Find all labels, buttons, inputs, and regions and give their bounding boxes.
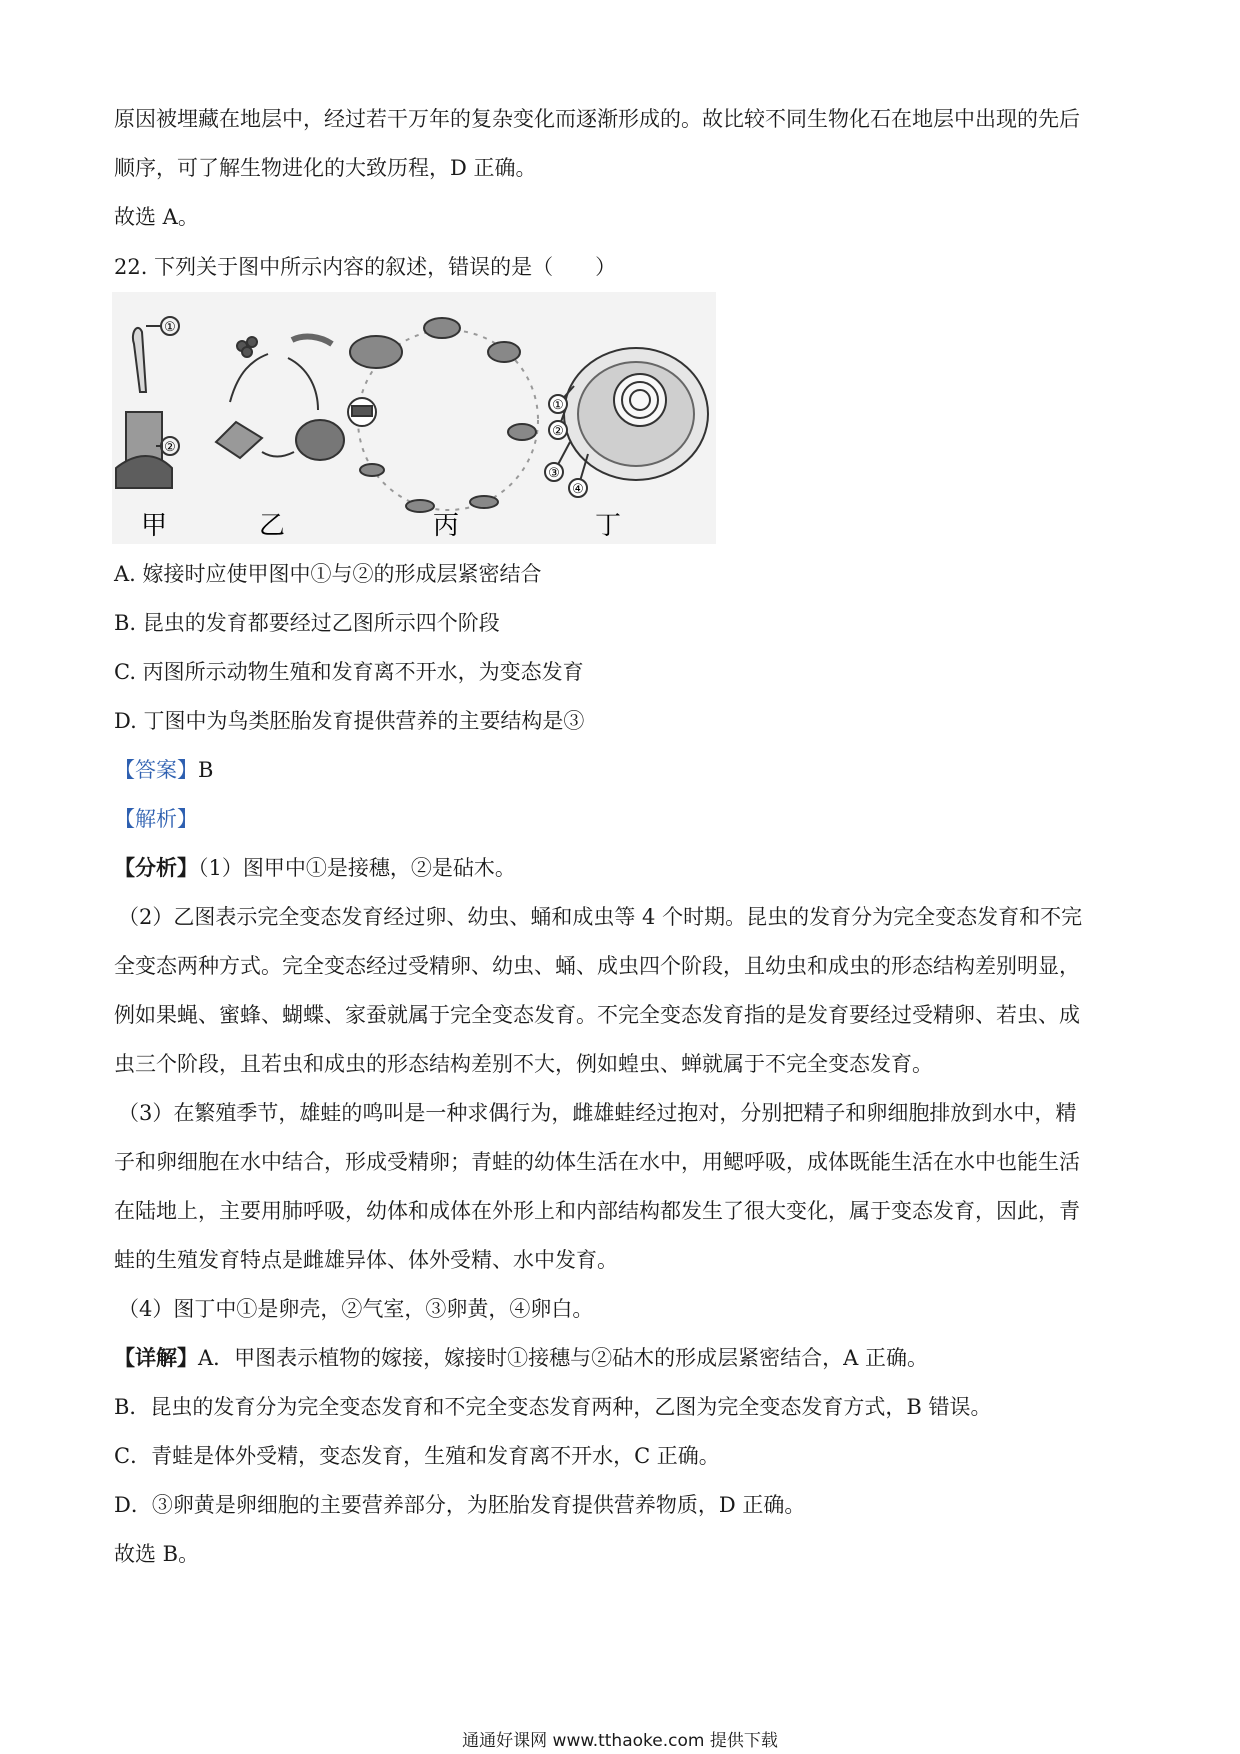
graft-marker-1: ① xyxy=(164,320,176,335)
fenxi-tag: 【分析】 xyxy=(114,855,198,880)
option-b: B. 昆虫的发育都要经过乙图所示四个阶段 xyxy=(114,611,500,635)
prev-choose: 故选 A。 xyxy=(114,205,199,229)
question-stem: 22. 下列关于图中所示内容的叙述，错误的是（ ） xyxy=(114,255,617,279)
graft-marker-2: ② xyxy=(164,440,176,455)
answer-line xyxy=(114,756,213,784)
prev-line-2: 顺序，可了解生物进化的大致历程，D 正确。 xyxy=(114,156,537,180)
egg-marker-3: ③ xyxy=(548,466,560,481)
analysis-p3-line-3: 在陆地上，主要用肺呼吸，幼体和成体在外形上和内部结构都发生了很大变化，属于变态发育，因此，青 xyxy=(114,1199,1080,1223)
xiangjie-d: D．③卵黄是卵细胞的主要营养部分，为胚胎发育提供营养物质，D 正确。 xyxy=(114,1493,806,1517)
option-a: A. 嫁接时应使甲图中①与②的形成层紧密结合 xyxy=(114,562,542,586)
xiangjie-a: A．甲图表示植物的嫁接，嫁接时①接穗与②砧木的形成层紧密结合，A 正确。 xyxy=(198,1346,929,1370)
analysis-p2-line-3: 例如果蝇、蜜蜂、蝴蝶、家蚕就属于完全变态发育。不完全变态发育指的是发育要经过受精卵、若虫、成 xyxy=(114,1003,1080,1027)
xiangjie-tag: 【详解】 xyxy=(114,1345,198,1370)
prev-line-1: 原因被埋藏在地层中，经过若干万年的复杂变化而逐渐形成的。故比较不同生物化石在地层中出现的先后 xyxy=(114,107,1080,131)
figure-label-jia: 甲 xyxy=(140,511,168,541)
question-figure xyxy=(112,292,716,544)
analysis-p2-line-4: 虫三个阶段，且若虫和成虫的形态结构差别不大，例如蝗虫、蝉就属于不完全变态发育。 xyxy=(114,1052,933,1076)
xiangjie-b: B．昆虫的发育分为完全变态发育和不完全变态发育两种，乙图为完全变态发育方式，B 错误。 xyxy=(114,1395,992,1419)
option-d: D. 丁图中为鸟类胚胎发育提供营养的主要结构是③ xyxy=(114,709,585,733)
analysis-p3-line-2: 子和卵细胞在水中结合，形成受精卵；青蛙的幼体生活在水中，用鳃呼吸，成体既能生活在水中也能生活 xyxy=(114,1150,1080,1174)
analysis-p4: （4）图丁中①是卵壳，②气室，③卵黄，④卵白。 xyxy=(118,1297,594,1321)
answer-value: B xyxy=(198,758,214,782)
analysis-p2-line-2: 全变态两种方式。完全变态经过受精卵、幼虫、蛹、成虫四个阶段，且幼虫和成虫的形态结构差别明显， xyxy=(114,954,1080,978)
analysis-p3-line-1: （3）在繁殖季节，雄蛙的鸣叫是一种求偶行为，雌雄蛙经过抱对，分别把精子和卵细胞排放到水中，精 xyxy=(118,1101,1077,1125)
analysis-choose: 故选 B。 xyxy=(114,1542,200,1566)
egg-marker-1: ① xyxy=(552,398,564,413)
figure-label-ding: 丁 xyxy=(594,511,622,541)
answer-tag: 【答案】 xyxy=(114,758,198,782)
analysis-p2-line-1: （2）乙图表示完全变态发育经过卵、幼虫、蛹和成虫等 4 个时期。昆虫的发育分为完全变态发育和不完 xyxy=(118,905,1083,929)
option-c: C. 丙图所示动物生殖和发育离不开水，为变态发育 xyxy=(114,660,584,684)
xiangjie-line-a xyxy=(114,1344,928,1372)
analysis-tag: 【解析】 xyxy=(114,807,198,831)
egg-marker-4: ④ xyxy=(572,482,584,497)
footer-credit: 通通好课网 www.tthaoke.com 提供下载 xyxy=(462,1731,778,1751)
fenxi-point-1: （1）图甲中①是接穗，②是砧木。 xyxy=(198,856,516,880)
analysis-p3-line-4: 蛙的生殖发育特点是雌雄异体、体外受精、水中发育。 xyxy=(114,1248,618,1272)
figure-label-bing: 丙 xyxy=(432,511,460,541)
analysis-fenxi-line xyxy=(114,854,516,882)
egg-marker-2: ② xyxy=(552,424,564,439)
xiangjie-c: C．青蛙是体外受精，变态发育，生殖和发育离不开水，C 正确。 xyxy=(114,1444,720,1468)
figure-label-yi: 乙 xyxy=(258,511,286,541)
